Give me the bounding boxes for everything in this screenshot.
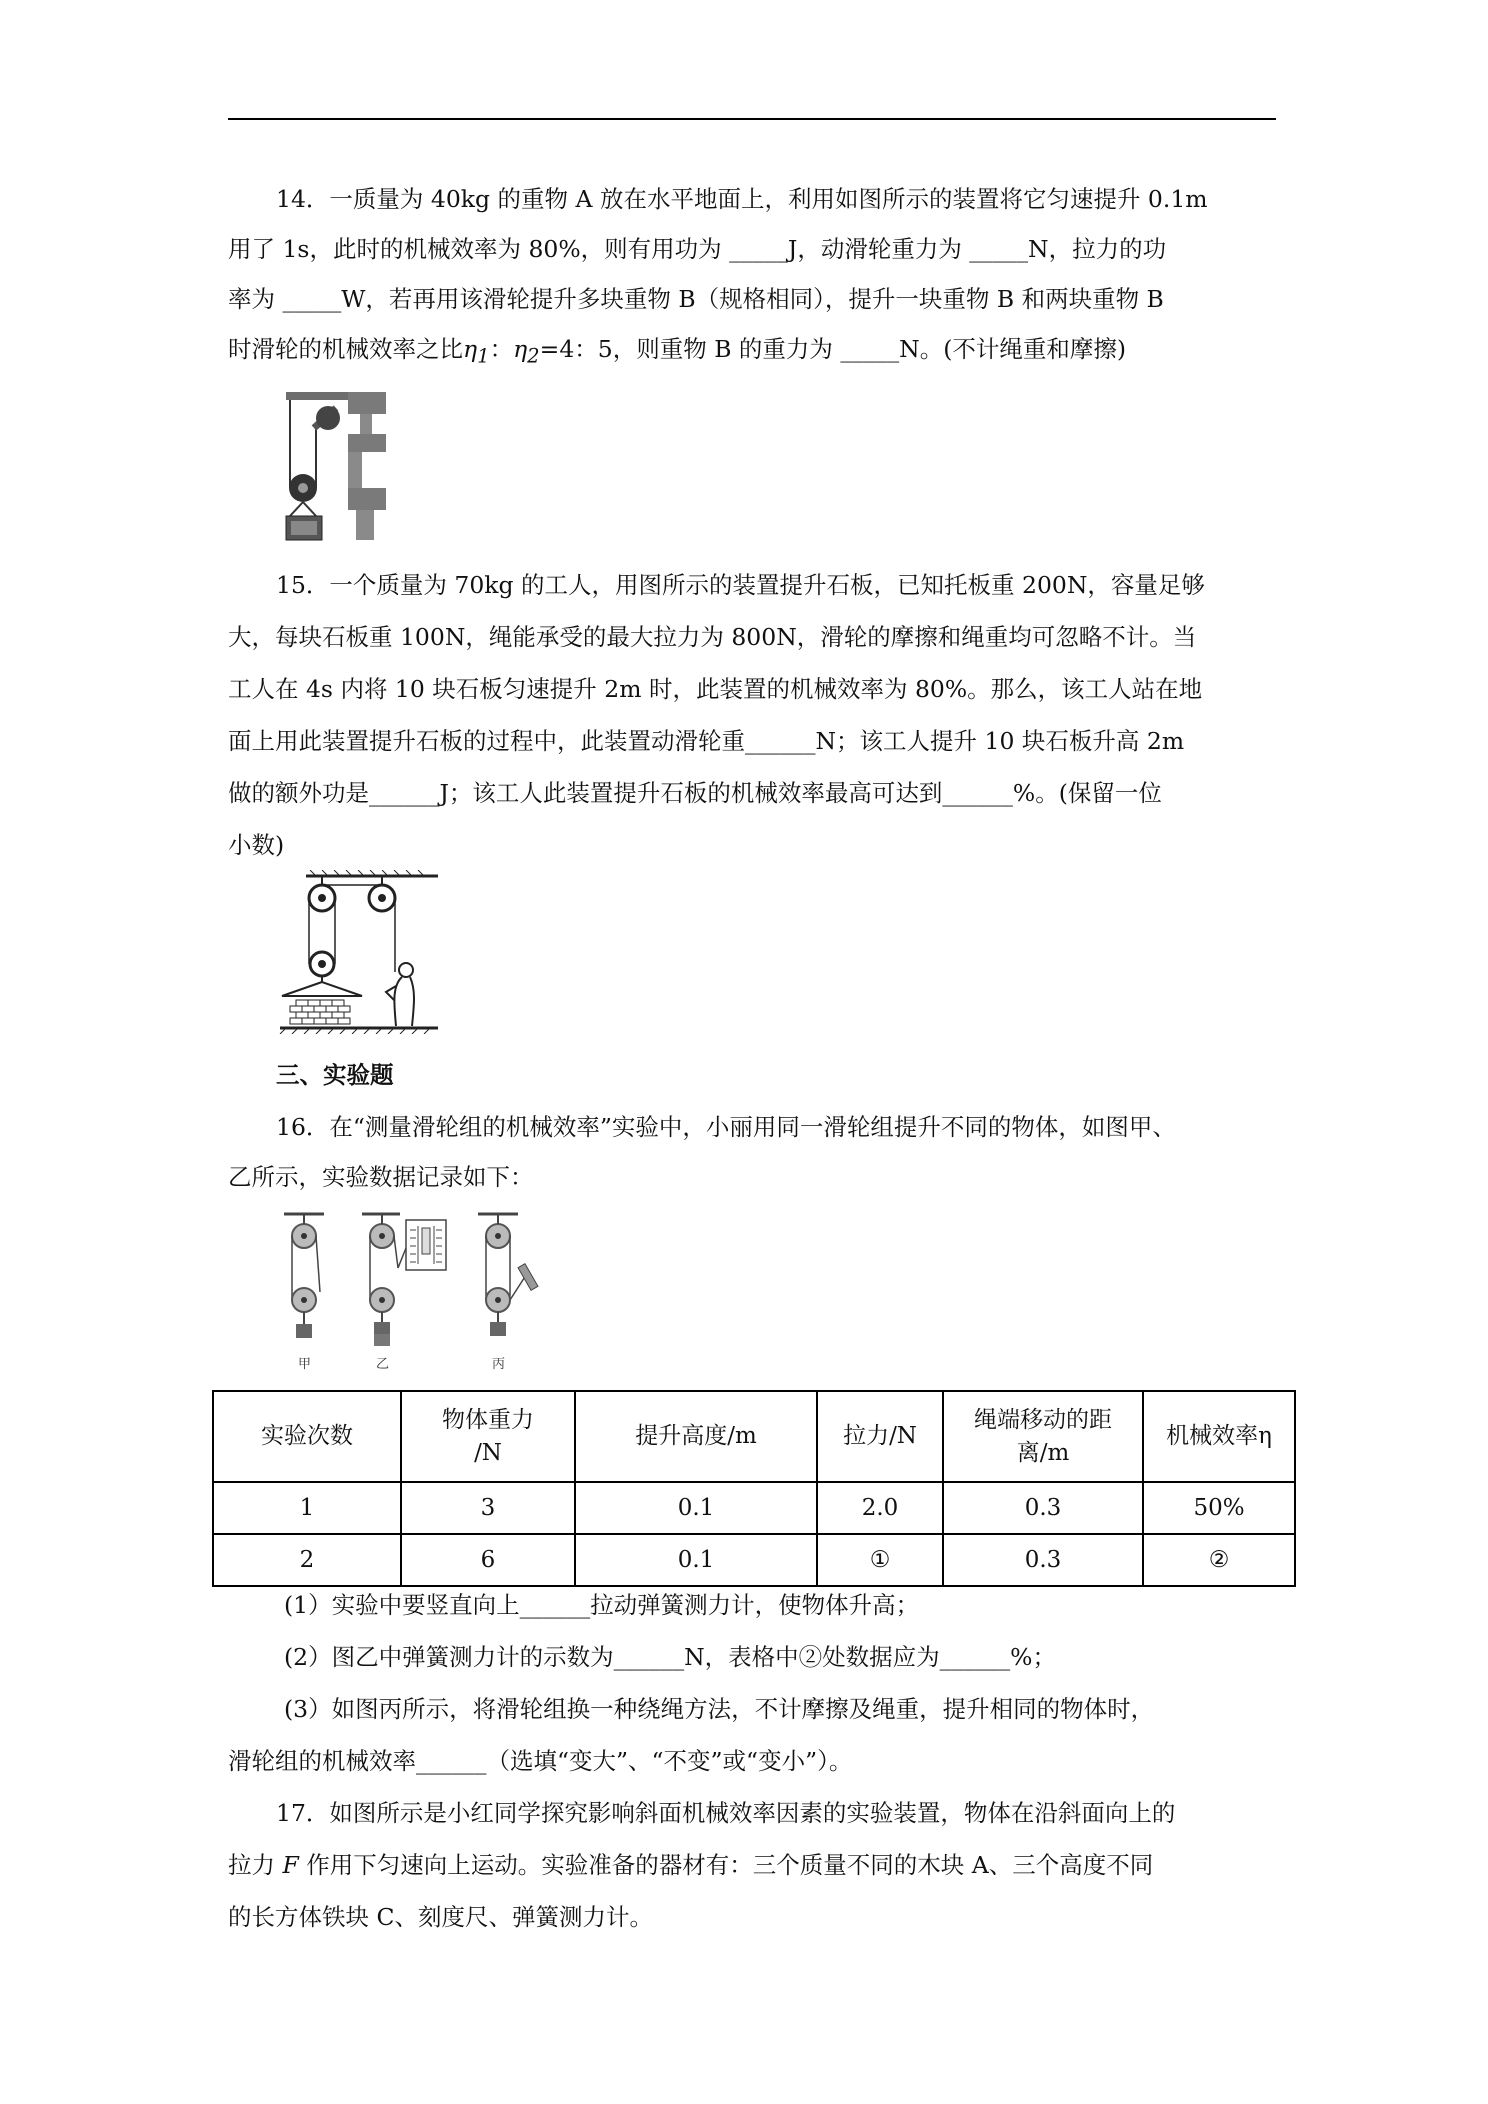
figure-jia bbox=[284, 1214, 324, 1372]
table-cell: 1 bbox=[213, 1482, 401, 1534]
q15-line-5: 做的额外功是______J；该工人此装置提升石板的机械效率最高可达到______%。(保留一位 bbox=[228, 779, 1162, 807]
table-cell: 6 bbox=[401, 1534, 575, 1586]
q16-sub-3-line-2: 滑轮组的机械效率______（选填“变大”、“不变”或“变小”）。 bbox=[228, 1747, 853, 1775]
q15-line-1: 15．一个质量为 70kg 的工人，用图所示的装置提升石板，已知托板重 200N，容量足够 bbox=[276, 571, 1205, 599]
table-header-cell: 拉力/N bbox=[817, 1391, 943, 1482]
table-cell: 0.3 bbox=[943, 1534, 1143, 1586]
fig-label-jia: 甲 bbox=[298, 1357, 312, 1372]
table-cell: 2.0 bbox=[817, 1482, 943, 1534]
q17-line-3: 的长方体铁块 C、刻度尺、弹簧测力计。 bbox=[228, 1903, 653, 1931]
q16-sub-2: (2）图乙中弹簧测力计的示数为______N，表格中②处数据应为______%； bbox=[284, 1643, 1057, 1671]
table-cell: 50% bbox=[1143, 1482, 1295, 1534]
section-heading: 三、实验题 bbox=[276, 1061, 394, 1089]
q15-line-3: 工人在 4s 内将 10 块石板匀速提升 2m 时，此装置的机械效率为 80%。那么，该工人站在地 bbox=[228, 675, 1203, 703]
q14-line-2: 用了 1s，此时的机械效率为 80%，则有用功为 _____J，动滑轮重力为 _____N，拉力的功 bbox=[228, 235, 1167, 263]
table-header-row bbox=[213, 1391, 1295, 1482]
table-cell: 0.1 bbox=[575, 1534, 817, 1586]
q17-line-2: 拉力 F 作用下匀速向上运动。实验准备的器材有：三个质量不同的木块 A、三个高度不同 bbox=[228, 1851, 1154, 1879]
q15-pulley-figure bbox=[276, 870, 444, 1034]
fig-label-yi: 乙 bbox=[376, 1357, 390, 1372]
q15-line-4: 面上用此装置提升石板的过程中，此装置动滑轮重______N；该工人提升 10 块石板升高 2m bbox=[228, 727, 1185, 755]
table-cell: 0.3 bbox=[943, 1482, 1143, 1534]
table-cell: 2 bbox=[213, 1534, 401, 1586]
q16-sub-1: (1）实验中要竖直向上______拉动弹簧测力计，使物体升高； bbox=[284, 1591, 920, 1619]
q14-line-4: 时滑轮的机械效率之比$\eta_1$：$\eta_2=4$：5，则重物 B 的重力为 _____N。(不计绳重和摩擦) bbox=[228, 335, 1127, 368]
table-header-cell: 机械效率η bbox=[1143, 1391, 1295, 1482]
experiment-data-table bbox=[212, 1390, 1296, 1587]
q14-line-1: 14．一质量为 40kg 的重物 A 放在水平地面上，利用如图所示的装置将它匀速提升 0.1m bbox=[276, 185, 1208, 213]
q15-line-2: 大，每块石板重 100N，绳能承受的最大拉力为 800N，滑轮的摩擦和绳重均可忽略不计。当 bbox=[228, 623, 1197, 651]
force-symbol: F bbox=[282, 1851, 299, 1879]
table-header-cell: 物体重力 /N bbox=[401, 1391, 575, 1482]
table-cell: ① bbox=[817, 1534, 943, 1586]
table-cell: 0.1 bbox=[575, 1482, 817, 1534]
table-header-cell: 实验次数 bbox=[213, 1391, 401, 1482]
q14-pulley-figure bbox=[276, 388, 386, 544]
table-cell: 3 bbox=[401, 1482, 575, 1534]
figure-yi bbox=[362, 1214, 446, 1372]
q16-sub-3-line-1: (3）如图丙所示，将滑轮组换一种绕绳方法，不计摩擦及绳重，提升相同的物体时， bbox=[284, 1695, 1155, 1723]
figure-bing bbox=[478, 1214, 538, 1372]
q16-pulley-figures bbox=[270, 1208, 550, 1380]
table-row bbox=[213, 1482, 1295, 1534]
table-cell: ② bbox=[1143, 1534, 1295, 1586]
table-row bbox=[213, 1534, 1295, 1586]
fig-label-bing: 丙 bbox=[492, 1357, 506, 1372]
header-rule bbox=[228, 118, 1276, 120]
q15-line-6: 小数) bbox=[228, 831, 285, 859]
q17-line-1: 17．如图所示是小红同学探究影响斜面机械效率因素的实验装置，物体在沿斜面向上的 bbox=[276, 1799, 1176, 1827]
q16-line-1: 16．在“测量滑轮组的机械效率”实验中，小丽用同一滑轮组提升不同的物体，如图甲、 bbox=[276, 1113, 1176, 1141]
table-header-cell: 提升高度/m bbox=[575, 1391, 817, 1482]
q16-line-2: 乙所示，实验数据记录如下： bbox=[228, 1163, 534, 1191]
table-header-cell: 绳端移动的距 离/m bbox=[943, 1391, 1143, 1482]
q14-line-3: 率为 _____W，若再用该滑轮提升多块重物 B（规格相同），提升一块重物 B 和两块重物 B bbox=[228, 285, 1164, 313]
